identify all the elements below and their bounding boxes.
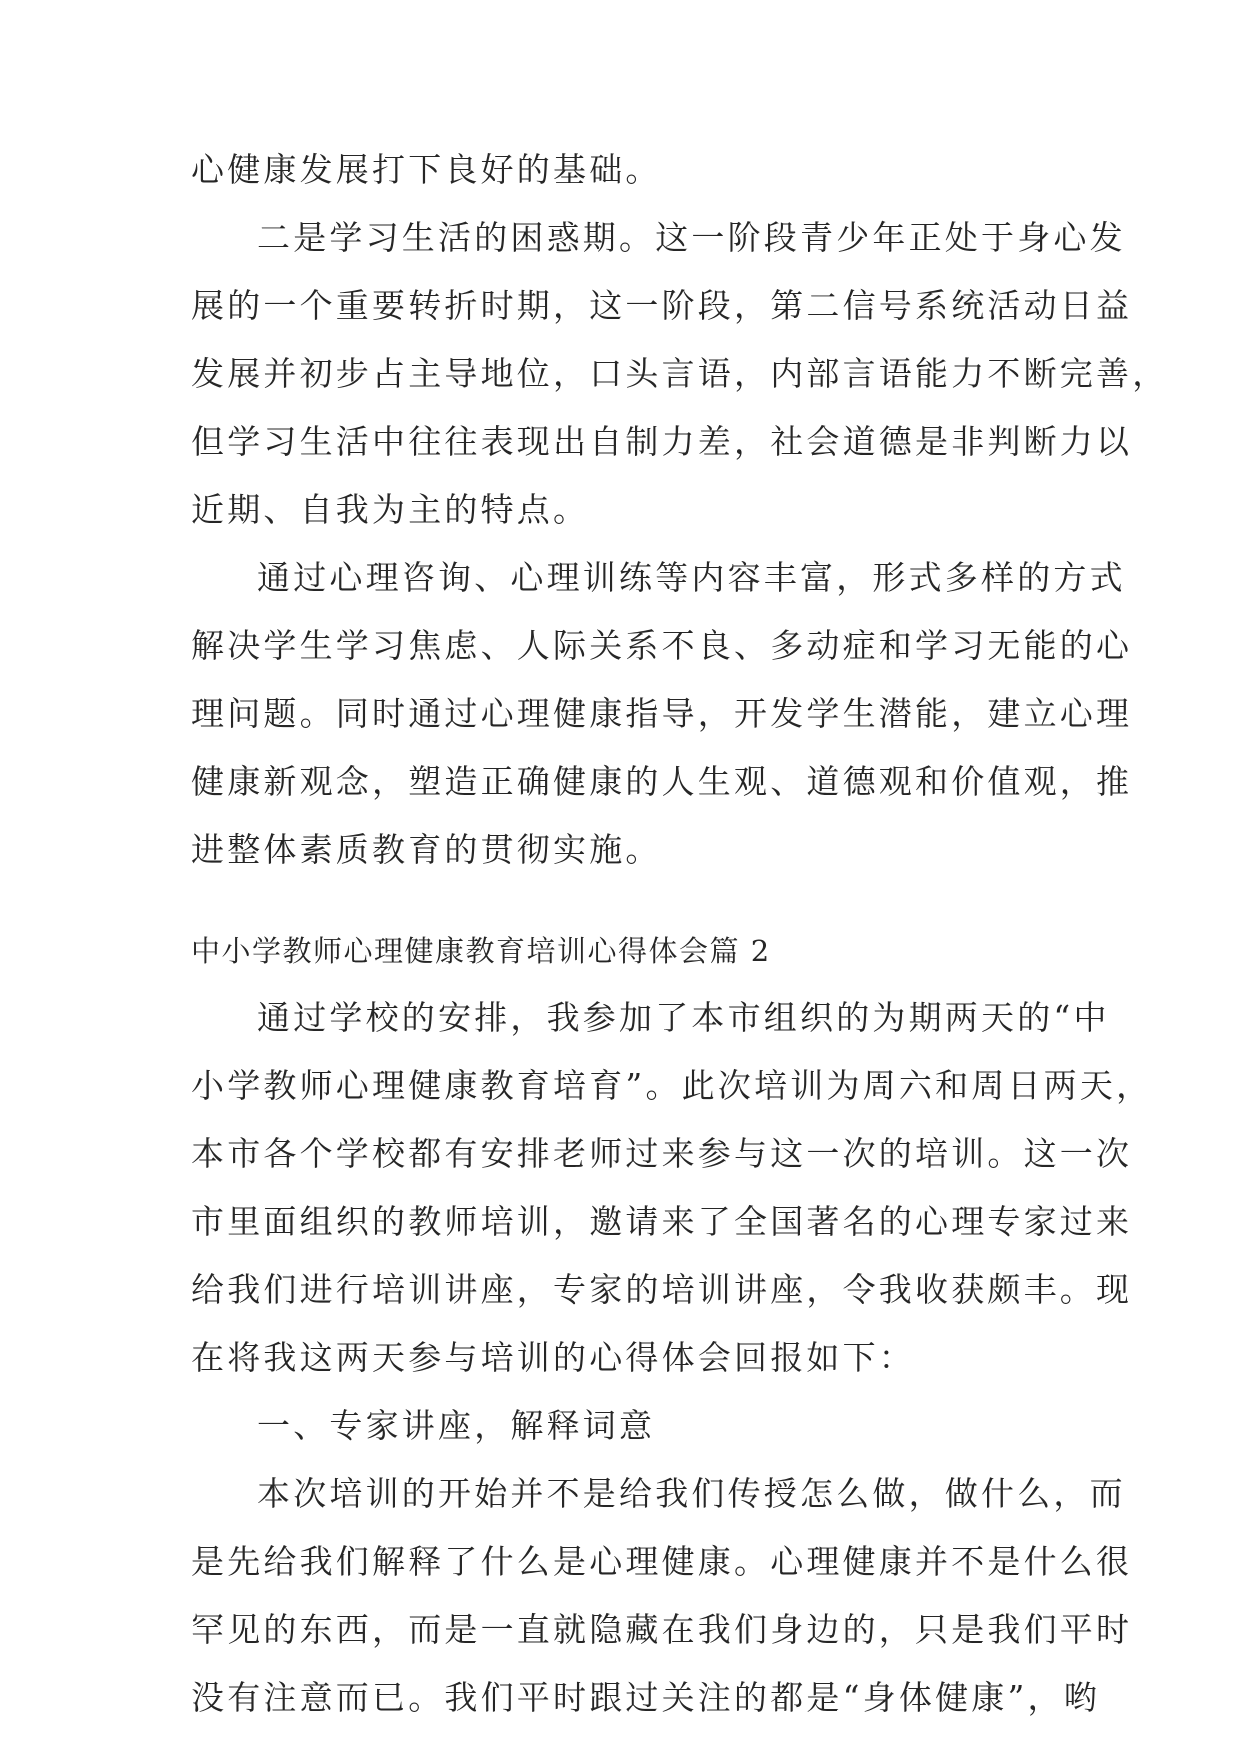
- text-line: 健康新观念，塑造正确健康的人生观、道德观和价值观，推: [191, 762, 1133, 801]
- text-line: 在将我这两天参与培训的心得体会回报如下：: [191, 1338, 915, 1377]
- text-line: 展的一个重要转折时期，这一阶段，第二信号系统活动日益: [191, 286, 1133, 325]
- text-line: 通过学校的安排，我参加了本市组织的为期两天的“中: [257, 998, 1110, 1037]
- text-line: 本市各个学校都有安排老师过来参与这一次的培训。这一次: [191, 1134, 1133, 1173]
- text-line: 进整体素质教育的贯彻实施。: [191, 830, 662, 869]
- text-line: 二是学习生活的困惑期。这一阶段青少年正处于身心发: [257, 218, 1126, 257]
- text-line: 通过心理咨询、心理训练等内容丰富，形式多样的方式: [257, 558, 1126, 597]
- text-line: 解决学生学习焦虑、人际关系不良、多动症和学习无能的心: [191, 626, 1133, 665]
- text-line: 没有注意而已。我们平时跟过关注的都是“身体健康”，哟: [191, 1678, 1100, 1717]
- text-line: 小学教师心理健康教育培育”。此次培训为周六和周日两天，: [191, 1066, 1153, 1105]
- text-line: 发展并初步占主导地位，口头言语，内部言语能力不断完善，: [191, 354, 1169, 393]
- text-line: 罕见的东西，而是一直就隐藏在我们身边的，只是我们平时: [191, 1610, 1133, 1649]
- text-line: 心健康发展打下良好的基础。: [191, 150, 662, 189]
- section-title: 中小学教师心理健康教育培训心得体会篇 2: [191, 934, 771, 968]
- subheading: 一、专家讲座，解释词意: [257, 1406, 656, 1445]
- text-line: 给我们进行培训讲座，专家的培训讲座，令我收获颇丰。现: [191, 1270, 1133, 1309]
- text-line: 本次培训的开始并不是给我们传授怎么做，做什么，而: [257, 1474, 1126, 1513]
- text-line: 近期、自我为主的特点。: [191, 490, 590, 529]
- text-line: 但学习生活中往往表现出自制力差，社会道德是非判断力以: [191, 422, 1133, 461]
- text-line: 理问题。同时通过心理健康指导，开发学生潜能，建立心理: [191, 694, 1133, 733]
- text-line: 是先给我们解释了什么是心理健康。心理健康并不是什么很: [191, 1542, 1133, 1581]
- text-line: 市里面组织的教师培训，邀请来了全国著名的心理专家过来: [191, 1202, 1133, 1241]
